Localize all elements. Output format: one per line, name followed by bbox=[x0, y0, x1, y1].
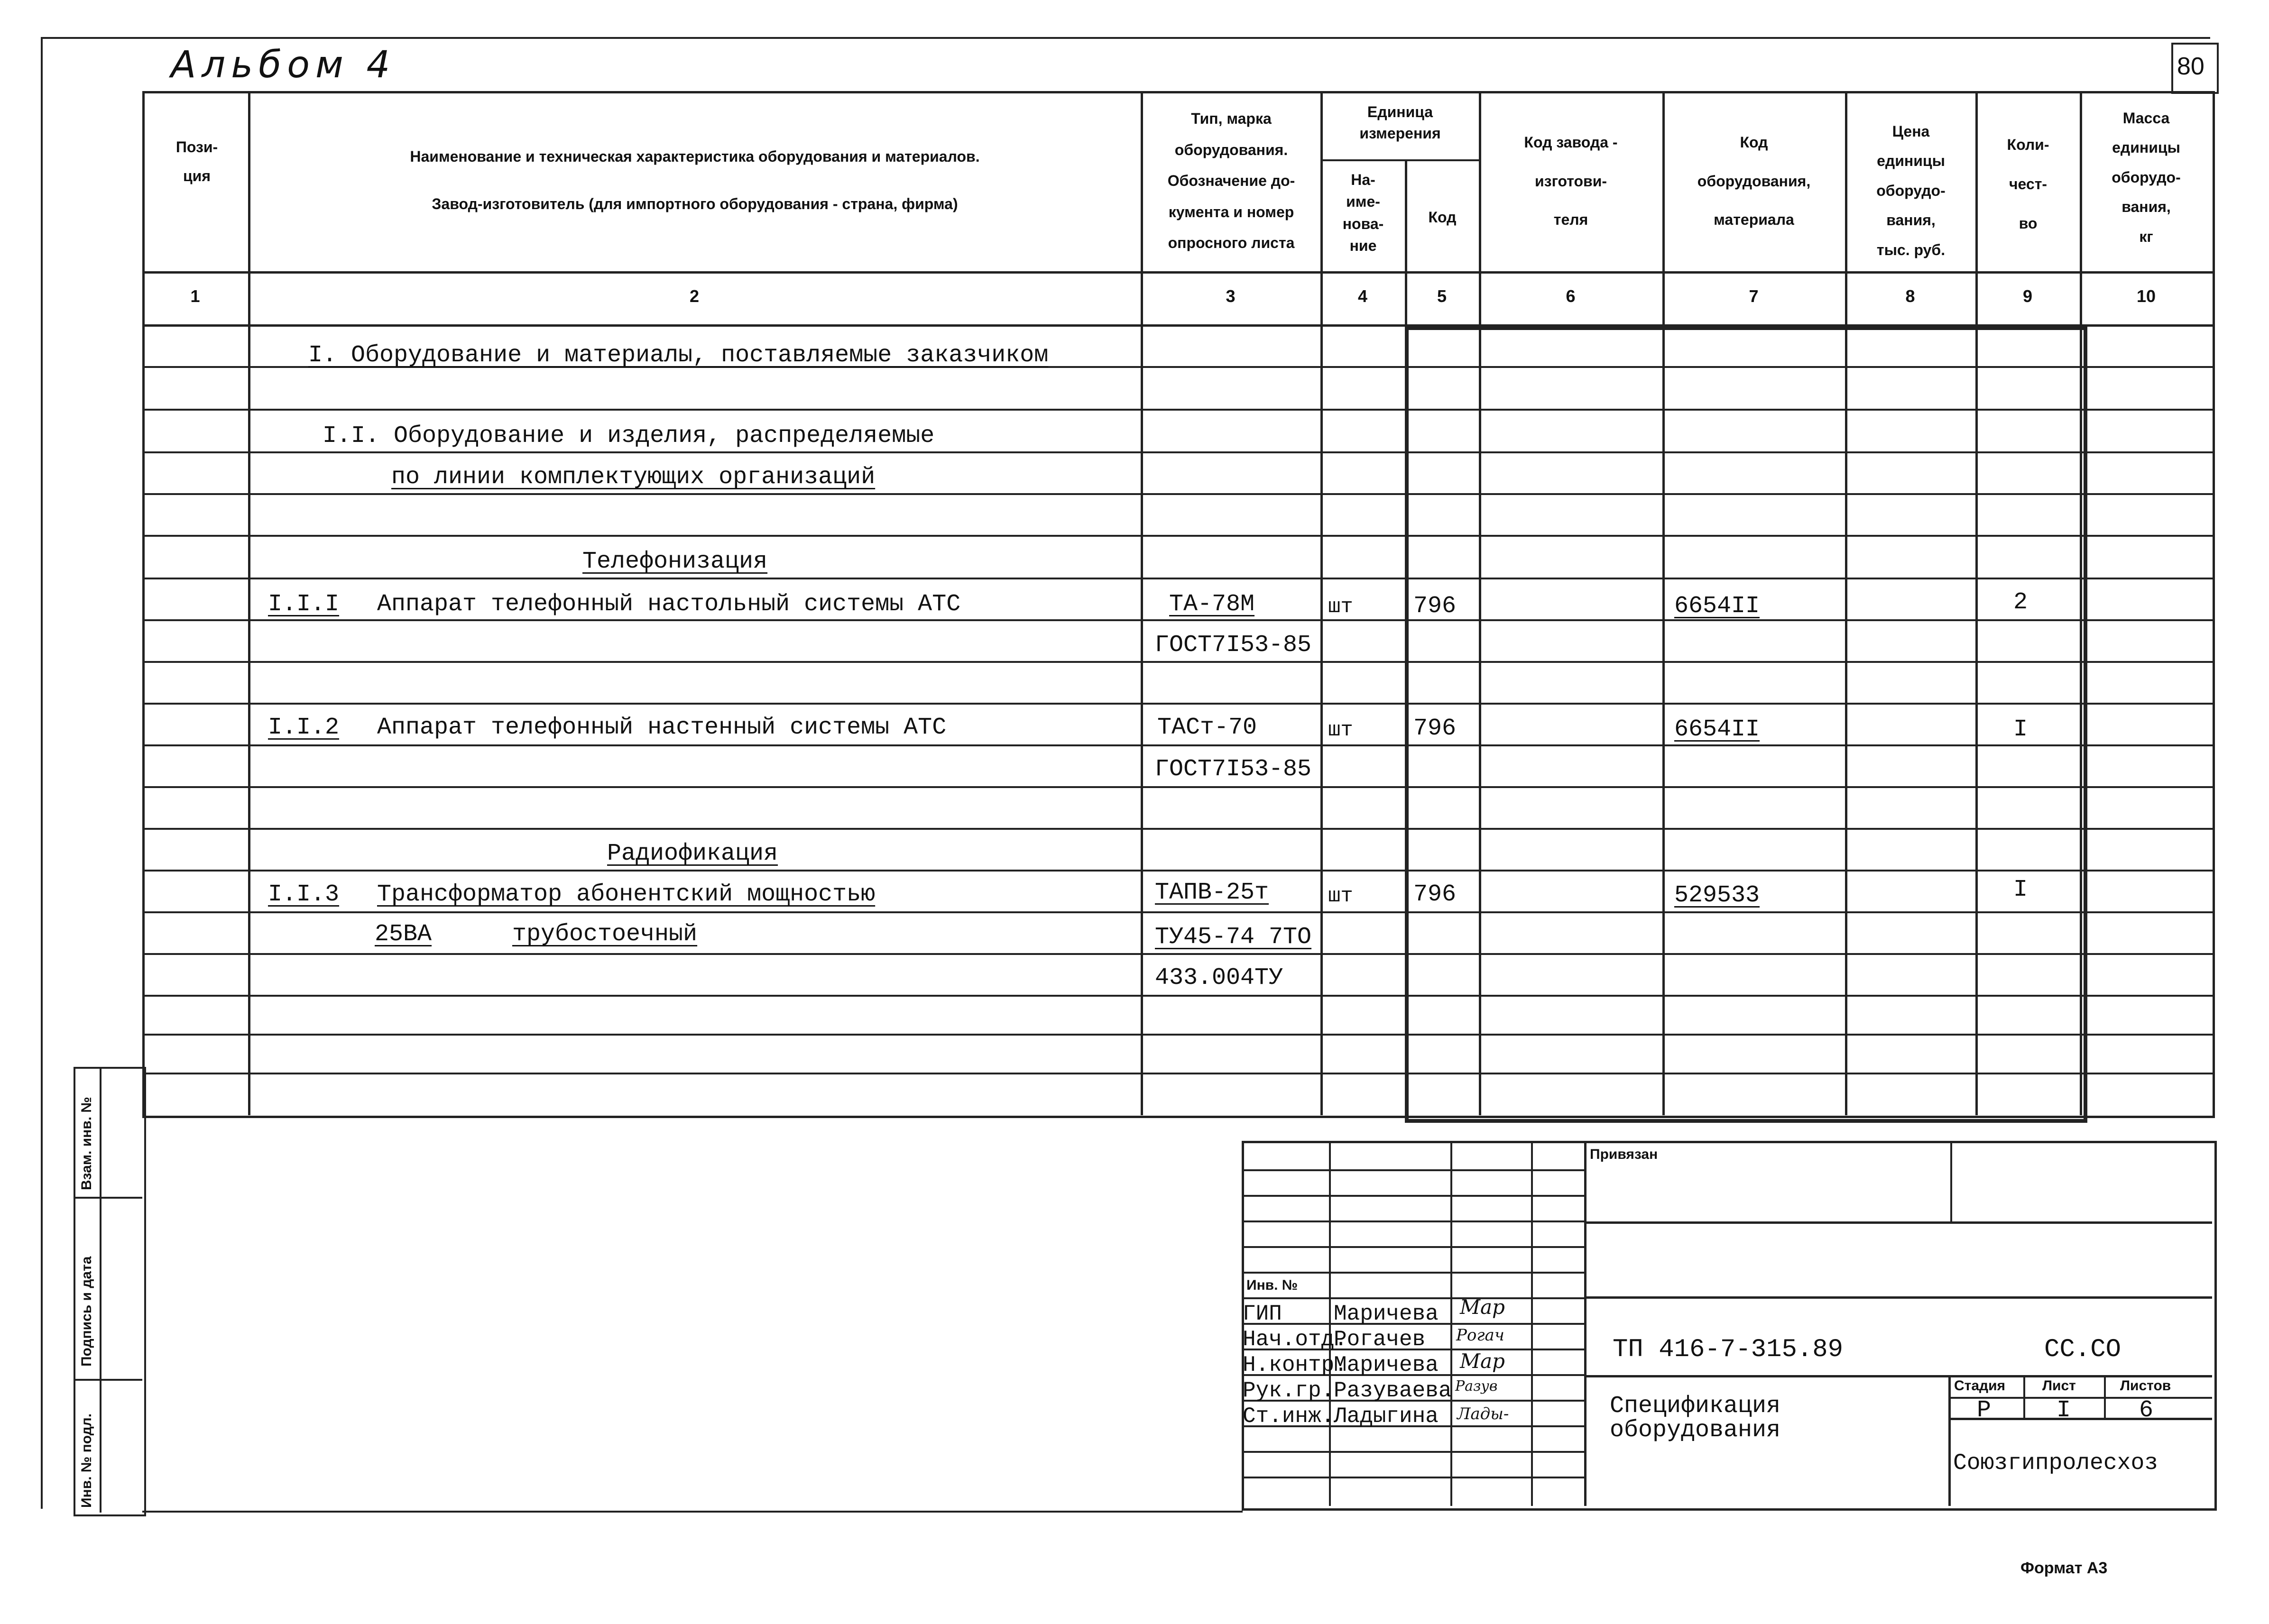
col-number: 8 bbox=[1905, 286, 1915, 306]
row-equip-code: 529533 bbox=[1674, 882, 1760, 909]
tb-doc-code: ТП 416-7-315.89 bbox=[1613, 1335, 1844, 1364]
row-line bbox=[142, 870, 2213, 872]
side-stamp-divider bbox=[74, 1379, 142, 1381]
col-number: 2 bbox=[689, 286, 700, 306]
col-number: 1 bbox=[190, 286, 200, 306]
row-type: ТА-78М bbox=[1169, 591, 1255, 618]
header-unit-name: На- име- нова- ние bbox=[1342, 171, 1384, 255]
header-type: Тип, марка оборудования. Обозначение до- кумента и номер опросного листа bbox=[1167, 110, 1295, 252]
col-number: 9 bbox=[2022, 286, 2033, 306]
subsection-telephony: Телефонизация bbox=[582, 548, 768, 575]
header-equip-code: Код оборудования, материала bbox=[1697, 134, 1811, 229]
tb-sheet: I bbox=[2057, 1397, 2071, 1424]
section-heading-1-1: I.I. Оборудование и изделия, распределяемые bbox=[323, 422, 935, 450]
side-sign-date: Подпись и дата bbox=[79, 1256, 94, 1367]
row-line bbox=[142, 661, 2213, 663]
tb-role: Нач.отд. bbox=[1243, 1327, 1347, 1352]
col-divider bbox=[248, 91, 250, 1115]
tb-divider bbox=[1948, 1375, 1951, 1506]
row-line bbox=[142, 535, 2213, 537]
header-name-line1: Наименование и техническая характеристика оборудования и материалов. bbox=[410, 148, 980, 165]
row-position: I.I.I bbox=[268, 591, 340, 618]
side-inv-zam: Взам. инв. № bbox=[79, 1097, 94, 1190]
row-unit-code: 796 bbox=[1413, 881, 1457, 908]
row-name: Аппарат телефонный настольный системы АТС bbox=[377, 591, 961, 618]
tb-stage-label: Стадия bbox=[1954, 1378, 2006, 1394]
tb-doc-suffix: СС.СО bbox=[2044, 1335, 2121, 1364]
row-quantity: I bbox=[2013, 716, 2028, 743]
header-mass: Масса единицы оборудо- вания, кг bbox=[2112, 110, 2181, 245]
tb-person: Рогачев bbox=[1334, 1327, 1426, 1352]
album-label: Альбом 4 bbox=[171, 44, 396, 86]
row-line bbox=[142, 953, 2213, 955]
tb-row bbox=[1242, 1195, 1584, 1197]
tb-person: Ладыгина bbox=[1334, 1404, 1439, 1429]
page-bottom-line bbox=[142, 1511, 1243, 1513]
row-line bbox=[142, 828, 2213, 830]
row-quantity: I bbox=[2013, 876, 2028, 903]
col-number: 4 bbox=[1357, 286, 1368, 306]
tb-stage: Р bbox=[1977, 1397, 1992, 1424]
tb-row bbox=[1584, 1221, 2212, 1224]
tb-role: Ст.инж. bbox=[1243, 1404, 1335, 1429]
row-line bbox=[142, 1073, 2213, 1074]
row-position: I.I.3 bbox=[268, 881, 340, 908]
tb-row bbox=[1242, 1246, 1584, 1248]
header-position: Пози- ция bbox=[175, 138, 218, 184]
tb-row bbox=[1242, 1272, 1584, 1274]
header-price: Цена единицы оборудо- вания, тыс. руб. bbox=[1876, 123, 1946, 258]
row-position: I.I.2 bbox=[268, 714, 340, 741]
tb-signature: Рогач bbox=[1456, 1326, 1504, 1345]
tb-row bbox=[1584, 1296, 2212, 1299]
row-equip-code: 6654II bbox=[1674, 716, 1760, 743]
row-line bbox=[142, 703, 2213, 705]
row-type-doc: ГОСТ7I53-85 bbox=[1155, 756, 1312, 783]
side-inv-podl: Инв. № подл. bbox=[79, 1413, 94, 1508]
tb-signature: Лады- bbox=[1457, 1404, 1509, 1423]
row-unit: шт bbox=[1328, 884, 1353, 908]
row-unit-code: 796 bbox=[1413, 715, 1457, 742]
col-number: 7 bbox=[1749, 286, 1759, 306]
tb-doc-title: Спецификация оборудования bbox=[1610, 1393, 1781, 1444]
tb-row bbox=[1242, 1297, 1584, 1299]
row-name: Аппарат телефонный настенный системы АТС bbox=[377, 714, 947, 741]
row-equip-code: 6654II bbox=[1674, 593, 1760, 620]
header-quantity: Коли- чест- во bbox=[2007, 136, 2049, 232]
side-stamp-divider bbox=[74, 1197, 142, 1199]
row-type: ТАПВ-25т bbox=[1155, 879, 1269, 906]
tb-divider bbox=[1950, 1143, 1952, 1223]
tb-sheet-label: Лист bbox=[2042, 1378, 2076, 1394]
row-type-doc-cont: 433.004ТУ bbox=[1155, 964, 1283, 991]
row-line bbox=[142, 619, 2213, 621]
tb-role: Н.контр. bbox=[1243, 1353, 1347, 1377]
row-quantity: 2 bbox=[2013, 589, 2028, 616]
row-type-doc: ГОСТ7I53-85 bbox=[1155, 632, 1312, 659]
header-factory-code: Код завода - изготови- теля bbox=[1524, 134, 1618, 229]
row-type-doc: ТУ45-74 7ТО bbox=[1155, 924, 1312, 951]
row-unit-code: 796 bbox=[1413, 593, 1457, 620]
tb-signature: Мар bbox=[1460, 1295, 1505, 1319]
format-label: Формат А3 bbox=[2020, 1559, 2108, 1577]
col-number: 3 bbox=[1226, 286, 1236, 306]
tb-person: Маричева bbox=[1334, 1302, 1439, 1326]
row-name-mount: трубостоечный bbox=[512, 921, 698, 948]
unit-sub-divider bbox=[1320, 159, 1479, 161]
header-divider bbox=[142, 324, 2213, 327]
row-name-power: 25ВА bbox=[375, 921, 432, 948]
row-unit: шт bbox=[1328, 595, 1353, 619]
tb-row bbox=[1242, 1169, 1584, 1171]
tb-row bbox=[1242, 1451, 1584, 1453]
tb-signature: Разув bbox=[1455, 1378, 1498, 1395]
tb-divider bbox=[2023, 1375, 2025, 1418]
col-number: 5 bbox=[1437, 286, 1447, 306]
tb-row bbox=[1584, 1375, 2212, 1377]
row-line bbox=[142, 1034, 2213, 1036]
tb-person: Разуваева bbox=[1334, 1378, 1452, 1403]
col-number: 10 bbox=[2136, 286, 2156, 306]
row-line bbox=[142, 493, 2213, 495]
row-line bbox=[142, 578, 2213, 579]
section-heading-1: I. Оборудование и материалы, поставляемые заказчиком bbox=[308, 342, 1049, 369]
col-number: 6 bbox=[1566, 286, 1576, 306]
tb-signature: Мар bbox=[1460, 1349, 1505, 1373]
tb-divider bbox=[2104, 1375, 2106, 1418]
tb-row bbox=[1242, 1477, 1584, 1478]
tb-divider bbox=[1584, 1143, 1586, 1506]
tb-role: ГИП bbox=[1243, 1302, 1282, 1326]
header-unit-group: Единица измерения bbox=[1359, 103, 1441, 142]
header-unit-code: Код bbox=[1428, 209, 1457, 226]
tb-organization: Союзгипролесхоз bbox=[1953, 1450, 2158, 1476]
tb-sheets: 6 bbox=[2139, 1397, 2154, 1424]
row-line bbox=[142, 995, 2213, 997]
tb-person: Маричева bbox=[1334, 1353, 1439, 1377]
header-divider bbox=[142, 271, 2213, 274]
tb-row bbox=[1242, 1220, 1584, 1222]
row-line bbox=[142, 744, 2213, 746]
page-number: 80 bbox=[2177, 53, 2204, 80]
header-name-line2: Завод-изготовитель (для импортного оборудования - страна, фирма) bbox=[432, 195, 958, 212]
tb-inv-no: Инв. № bbox=[1246, 1277, 1298, 1293]
subsection-radio: Радиофикация bbox=[607, 840, 778, 867]
row-line bbox=[142, 451, 2213, 453]
row-type: ТАСт-70 bbox=[1157, 714, 1257, 741]
side-stamp-divider bbox=[100, 1067, 101, 1513]
row-line bbox=[142, 911, 2213, 913]
tb-role: Рук.гр. bbox=[1243, 1378, 1335, 1403]
section-heading-1-1-cont: по линии комплектующих организаций bbox=[391, 464, 876, 491]
tb-sheets-label: Листов bbox=[2120, 1378, 2171, 1394]
row-unit: шт bbox=[1328, 718, 1353, 742]
row-name: Трансформатор абонентский мощностью bbox=[377, 881, 876, 908]
tb-privyazan: Привязан bbox=[1590, 1147, 1658, 1162]
row-line bbox=[142, 409, 2213, 411]
row-line bbox=[142, 786, 2213, 788]
